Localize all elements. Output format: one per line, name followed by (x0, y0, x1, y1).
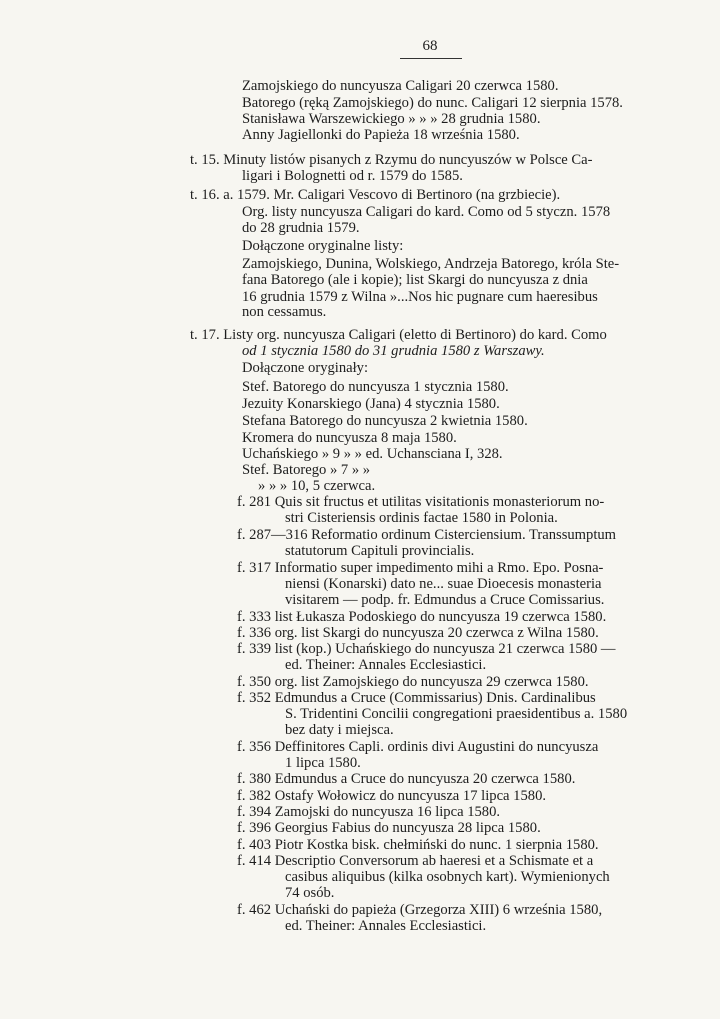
text-line: casibus aliquibus (kilka osobnych kart). Wymienionych (285, 869, 610, 885)
text-line: f. 356 Deffinitores Capli. ordinis divi Augustini do nuncyusza (237, 739, 599, 755)
text-line: stri Cisteriensis ordinis factae 1580 in Polonia. (285, 510, 558, 526)
text-line: Stef. Batorego do nuncyusza 1 stycznia 1580. (242, 379, 509, 395)
text-line: Zamojskiego, Dunina, Wolskiego, Andrzeja Batorego, króla Ste- (242, 256, 620, 272)
text-line: ed. Theiner: Annales Ecclesiastici. (285, 657, 487, 673)
text-line: S. Tridentini Concilii congregationi praesidentibus a. 1580 (285, 706, 628, 722)
text-line: f. 394 Zamojski do nuncyusza 16 lipca 1580. (237, 804, 501, 820)
text-line: 74 osób. (285, 885, 335, 901)
text-line: t. 16. a. 1579. Mr. Caligari Vescovo di Bertinoro (na grzbiecie). (190, 187, 561, 203)
text-line: Stanisława Warszewickiego » » » 28 grudnia 1580. (242, 111, 541, 127)
text-line: Org. listy nuncyusza Caligari do kard. Como od 5 styczn. 1578 (242, 204, 611, 220)
text-line: Dołączone oryginalne listy: (242, 238, 404, 254)
text-line: f. 339 list (kop.) Uchańskiego do nuncyusza 21 czerwca 1580 — (237, 641, 616, 657)
text-line: Dołączone oryginały: (242, 360, 369, 376)
text-line: f. 336 org. list Skargi do nuncyusza 20 czerwca z Wilna 1580. (237, 625, 599, 641)
page-number-rule (400, 58, 462, 59)
text-line: f. 352 Edmundus a Cruce (Commissarius) Dnis. Cardinalibus (237, 690, 596, 706)
text-line: » » » 10, 5 czerwca. (258, 478, 376, 494)
text-line: Zamojskiego do nuncyusza Caligari 20 czerwca 1580. (242, 78, 559, 94)
page-number: 68 (422, 38, 438, 54)
text-line: Stefana Batorego do nuncyusza 2 kwietnia 1580. (242, 413, 528, 429)
text-line: f. 287—316 Reformatio ordinum Cisterciensium. Transsumptum (237, 527, 617, 543)
text-line: f. 382 Ostafy Wołowicz do nuncyusza 17 lipca 1580. (237, 788, 547, 804)
text-line: Jezuity Konarskiego (Jana) 4 stycznia 1580. (242, 396, 500, 412)
text-line: f. 333 list Łukasza Podoskiego do nuncyusza 19 czerwca 1580. (237, 609, 607, 625)
text-line: Batorego (ręką Zamojskiego) do nunc. Caligari 12 sierpnia 1578. (242, 95, 623, 111)
text-line: visitarem — podp. fr. Edmundus a Cruce Comissarius. (285, 592, 605, 608)
text-line: non cessamus. (242, 304, 327, 320)
text-line: t. 15. Minuty listów pisanych z Rzymu do nuncyuszów w Polsce Ca- (190, 152, 593, 168)
text-line: bez daty i miejsca. (285, 722, 394, 738)
text-line: f. 414 Descriptio Conversorum ab haeresi et a Schismate et a (237, 853, 594, 869)
text-line: f. 396 Georgius Fabius do nuncyusza 28 lipca 1580. (237, 820, 541, 836)
text-line: fana Batorego (ale i kopie); list Skargi do nuncyusza z dnia (242, 272, 588, 288)
text-line: do 28 grudnia 1579. (242, 220, 360, 236)
text-line: f. 350 org. list Zamojskiego do nuncyusza 29 czerwca 1580. (237, 674, 589, 690)
text-line: f. 317 Informatio super impedimento mihi a Rmo. Epo. Posna- (237, 560, 604, 576)
text-line: ed. Theiner: Annales Ecclesiastici. (285, 918, 487, 934)
text-line: f. 281 Quis sit fructus et utilitas visitationis monasteriorum no- (237, 494, 605, 510)
text-line: f. 380 Edmundus a Cruce do nuncyusza 20 czerwca 1580. (237, 771, 576, 787)
text-line: Kromera do nuncyusza 8 maja 1580. (242, 430, 457, 446)
text-line: od 1 stycznia 1580 do 31 grudnia 1580 z Warszawy. (242, 343, 545, 359)
text-line: Anny Jagiellonki do Papieża 18 września 1580. (242, 127, 520, 143)
text-line: Stef. Batorego » 7 » » (242, 462, 371, 478)
text-line: statutorum Capituli provincialis. (285, 543, 475, 559)
text-line: niensi (Konarski) dato ne... suae Dioecesis monasteria (285, 576, 602, 592)
text-line: f. 462 Uchański do papieża (Grzegorza XIII) 6 września 1580, (237, 902, 603, 918)
text-line: Uchańskiego » 9 » » ed. Uchansciana I, 328. (242, 446, 503, 462)
text-line: 16 grudnia 1579 z Wilna »...Nos hic pugnare cum haeresibus (242, 289, 598, 305)
text-line: ligari i Bolognetti od r. 1579 do 1585. (242, 168, 463, 184)
text-line: t. 17. Listy org. nuncyusza Caligari (eletto di Bertinoro) do kard. Como (190, 327, 607, 343)
text-line: 1 lipca 1580. (285, 755, 361, 771)
text-line: f. 403 Piotr Kostka bisk. chełmiński do nunc. 1 sierpnia 1580. (237, 837, 599, 853)
